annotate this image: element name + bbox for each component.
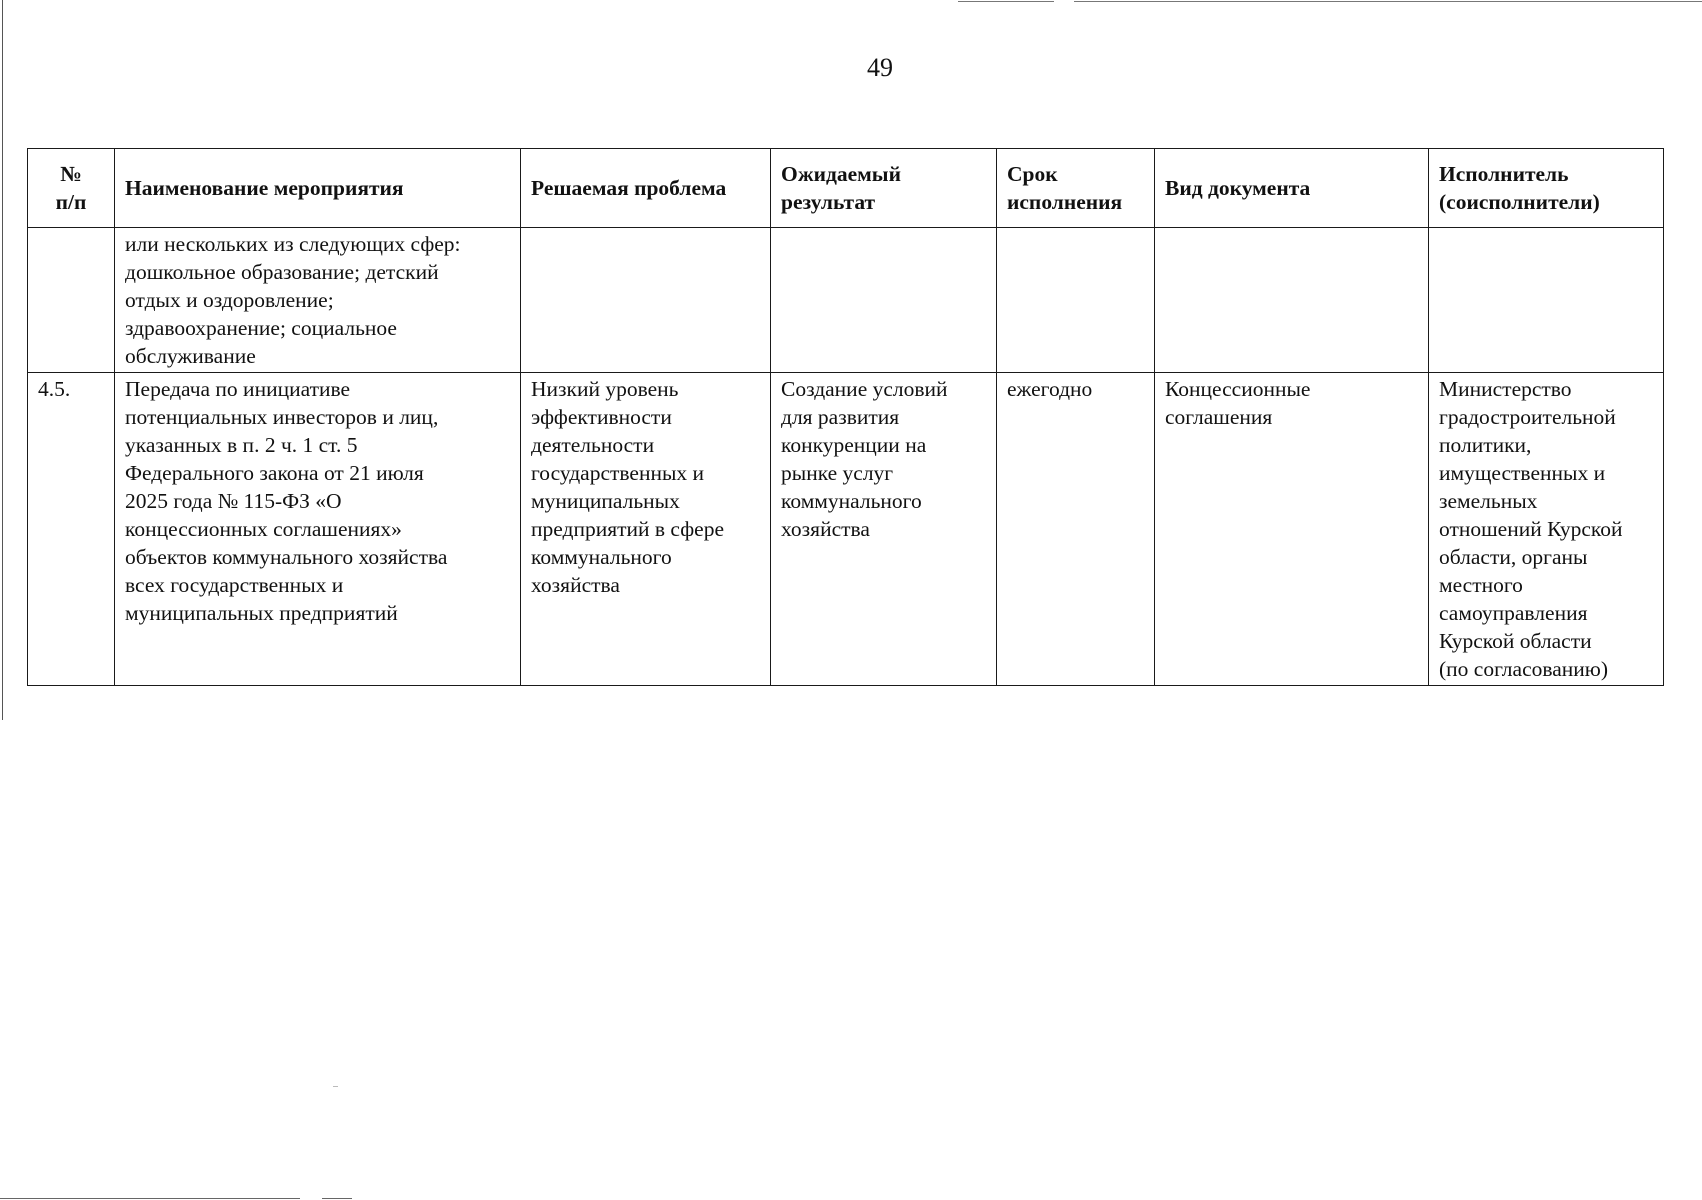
scan-edge-top [958, 1, 1054, 2]
measures-table [27, 148, 1664, 686]
cell-problem: Низкий уровень эффективности деятельности государственных и муниципальных предприятий в сфере коммунального хозяйства [521, 373, 771, 686]
scan-speck [333, 1086, 338, 1087]
page-number: 49 [867, 53, 893, 82]
scan-edge-bottom [322, 1198, 352, 1199]
cell-name: или нескольких из следующих сфер: дошкольное образование; детский отдых и оздоровление; здравоохранение; социальное обслуживание [115, 228, 521, 373]
header-executor: Исполнитель (соисполнители) [1429, 149, 1664, 228]
header-result: Ожидаемый результат [771, 149, 997, 228]
cell-name: Передача по инициативе потенциальных инвесторов и лиц, указанных в п. 2 ч. 1 ст. 5 Федерального закона от 21 июля 2025 года № 115-ФЗ «О концессионных соглашениях» объектов коммунального хозяйства всех государственных и муниципальных предприятий [115, 373, 521, 686]
cell-result [771, 228, 997, 373]
table-row [28, 228, 1664, 373]
cell-executor [1429, 228, 1664, 373]
header-deadline: Срок исполнения [997, 149, 1155, 228]
cell-result: Создание условий для развития конкуренции на рынке услуг коммунального хозяйства [771, 373, 997, 686]
cell-deadline [997, 228, 1155, 373]
header-num: № п/п [28, 149, 115, 228]
cell-executor: Министерство градостроительной политики, имущественных и земельных отношений Курской области, органы местного самоуправления Курской области (по согласованию) [1429, 373, 1664, 686]
cell-num: 4.5. [28, 373, 115, 686]
header-doc-type: Вид документа [1155, 149, 1429, 228]
scan-edge-left [2, 0, 3, 720]
header-problem: Решаемая проблема [521, 149, 771, 228]
cell-deadline: ежегодно [997, 373, 1155, 686]
cell-doc-type [1155, 228, 1429, 373]
scan-edge-top [1074, 1, 1702, 2]
cell-num [28, 228, 115, 373]
header-name: Наименование мероприятия [115, 149, 521, 228]
table-header-row [28, 149, 1664, 228]
scan-edge-bottom [0, 1198, 300, 1199]
cell-doc-type: Концессионные соглашения [1155, 373, 1429, 686]
cell-problem [521, 228, 771, 373]
table-row [28, 373, 1664, 686]
